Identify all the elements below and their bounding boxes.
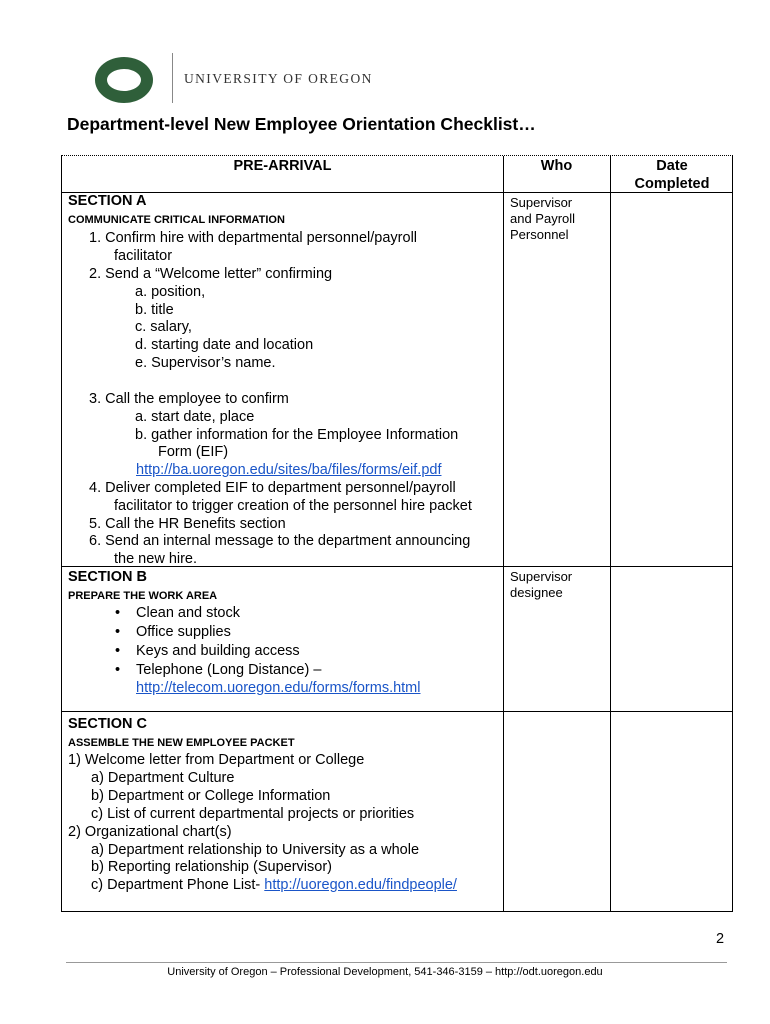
list-item: 2) Organizational chart(s) xyxy=(68,824,232,840)
list-item: Form (EIF) xyxy=(158,444,229,460)
page-number: 2 xyxy=(716,931,725,947)
bullet-icon: • xyxy=(115,662,121,678)
section-b-who: Supervisor designee xyxy=(510,569,573,600)
section-b-rule xyxy=(62,711,732,712)
list-item: Keys and building access xyxy=(136,643,300,659)
bullet-icon: • xyxy=(115,624,121,640)
header-who: Who xyxy=(540,158,573,174)
list-item: Telephone (Long Distance) – xyxy=(136,662,322,678)
header-rule xyxy=(62,192,732,193)
checklist-table xyxy=(61,155,733,912)
list-item: facilitator xyxy=(114,248,173,264)
list-item: a) Department relationship to University as a whole xyxy=(91,842,420,858)
footer-divider xyxy=(66,962,727,963)
list-item: b) Department or College Information xyxy=(91,788,331,804)
list-item: b. title xyxy=(135,302,174,318)
findpeople-link[interactable]: http://uoregon.edu/findpeople/ xyxy=(264,877,457,893)
section-a-title: SECTION A xyxy=(68,193,147,209)
list-item: 5. Call the HR Benefits section xyxy=(89,516,286,532)
list-item: Office supplies xyxy=(136,624,231,640)
list-item: a. position, xyxy=(135,284,206,300)
list-item: c) List of current departmental projects or priorities xyxy=(91,806,415,822)
section-a-who: Supervisor and Payroll Personnel xyxy=(510,195,576,242)
header-pre-arrival: PRE-ARRIVAL xyxy=(233,158,332,174)
list-item: 4. Deliver completed EIF to department personnel/payroll xyxy=(89,480,456,496)
section-a-subtitle: COMMUNICATE CRITICAL INFORMATION xyxy=(68,214,285,226)
eif-form-link[interactable]: http://ba.uoregon.edu/sites/ba/files/forms/eif.pdf xyxy=(136,462,442,478)
section-b-subtitle: PREPARE THE WORK AREA xyxy=(68,590,218,602)
list-item: b) Reporting relationship (Supervisor) xyxy=(91,859,332,875)
list-item: 2. Send a “Welcome letter” confirming xyxy=(89,266,333,282)
list-item: a) Department Culture xyxy=(91,770,235,786)
list-item: c) Department Phone List- http://uoregon.edu/findpeople/ xyxy=(91,877,457,893)
list-item: c. salary, xyxy=(135,319,192,335)
header-date: Date xyxy=(656,158,688,174)
list-item: a. start date, place xyxy=(135,409,255,425)
section-c-title: SECTION C xyxy=(68,716,147,732)
list-item: 6. Send an internal message to the department announcing xyxy=(89,533,471,549)
list-item: 1. Confirm hire with departmental personnel/payroll xyxy=(89,230,418,246)
o-logo-icon xyxy=(95,57,153,103)
telecom-forms-link[interactable]: http://telecom.uoregon.edu/forms/forms.html xyxy=(136,680,421,696)
list-item: 3. Call the employee to confirm xyxy=(89,391,289,407)
list-item: b. gather information for the Employee Information xyxy=(135,427,459,443)
list-item: d. starting date and location xyxy=(135,337,314,353)
footer-text: University of Oregon – Professional Development, 541-346-3159 – http://odt.uoregon.edu xyxy=(167,966,603,978)
university-name: UNIVERSITY OF OREGON xyxy=(184,71,373,86)
bullet-icon: • xyxy=(115,643,121,659)
section-c-subtitle: ASSEMBLE THE NEW EMPLOYEE PACKET xyxy=(68,737,295,749)
column-divider-date xyxy=(610,156,611,911)
logo-divider xyxy=(172,53,173,103)
list-item: Clean and stock xyxy=(136,605,240,621)
header-completed: Completed xyxy=(634,176,710,192)
section-b-title: SECTION B xyxy=(68,569,147,585)
bullet-icon: • xyxy=(115,605,121,621)
list-item: the new hire. xyxy=(114,551,198,567)
document-title: Department-level New Employee Orientation Checklist… xyxy=(67,114,536,134)
list-item: facilitator to trigger creation of the personnel hire packet xyxy=(114,498,472,514)
list-item: e. Supervisor’s name. xyxy=(135,355,276,371)
column-divider-who xyxy=(503,156,504,911)
list-item: 1) Welcome letter from Department or College xyxy=(68,752,365,768)
